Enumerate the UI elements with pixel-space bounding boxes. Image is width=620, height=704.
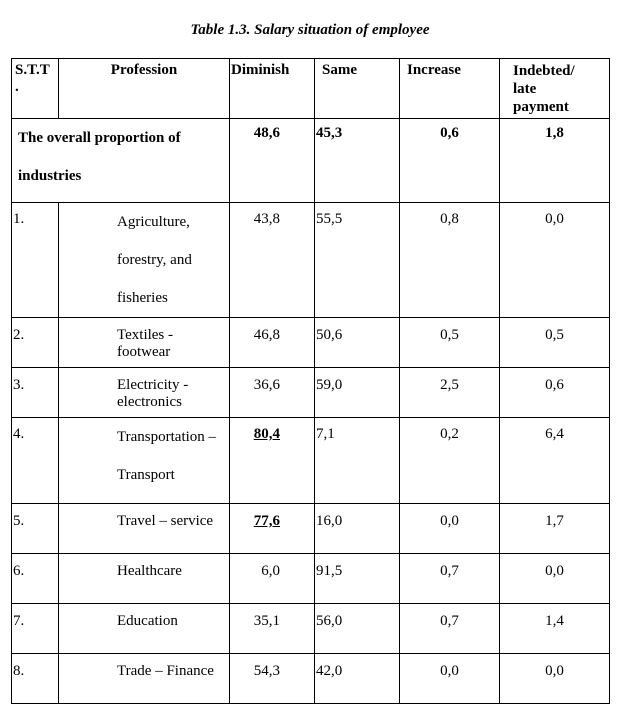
row-same: 50,6 (315, 318, 400, 368)
table-row (12, 318, 610, 368)
row-increase: 0,0 (400, 654, 500, 704)
row-increase: 0,7 (400, 604, 500, 654)
row-profession: Agriculture, forestry, and fisheries (59, 203, 230, 318)
row-increase: 0,7 (400, 554, 500, 604)
row-increase: 0,8 (400, 203, 500, 318)
header-row (12, 59, 610, 119)
row-same: 91,5 (315, 554, 400, 604)
row-diminish (230, 418, 315, 504)
row-diminish: 6,0 (230, 554, 315, 604)
row-diminish: 36,6 (230, 368, 315, 418)
row-increase: 0,0 (400, 504, 500, 554)
overall-same: 45,3 (315, 119, 400, 203)
row-stt: 6. (12, 554, 59, 604)
row-indebted: 6,4 (500, 418, 610, 504)
row-same: 55,5 (315, 203, 400, 318)
row-same: 16,0 (315, 504, 400, 554)
table-row (12, 368, 610, 418)
overall-indebted: 1,8 (500, 119, 610, 203)
row-profession: Electricity - electronics (59, 368, 230, 418)
row-stt: 2. (12, 318, 59, 368)
row-same: 42,0 (315, 654, 400, 704)
row-stt: 8. (12, 654, 59, 704)
row-stt: 1. (12, 203, 59, 318)
table-row (12, 504, 610, 554)
table-row (12, 654, 610, 704)
row-indebted: 0,0 (500, 203, 610, 318)
overall-label: The overall proportion of industries (12, 119, 230, 203)
table-row (12, 604, 610, 654)
row-increase: 0,2 (400, 418, 500, 504)
row-stt: 7. (12, 604, 59, 654)
row-stt: 3. (12, 368, 59, 418)
header-increase: Increase (400, 59, 500, 119)
row-stt: 4. (12, 418, 59, 504)
row-diminish: 54,3 (230, 654, 315, 704)
row-indebted: 1,7 (500, 504, 610, 554)
row-profession: Textiles - footwear (59, 318, 230, 368)
table-caption: Table 1.3. Salary situation of employee (190, 22, 430, 38)
row-indebted: 0,5 (500, 318, 610, 368)
row-indebted: 0,6 (500, 368, 610, 418)
table-row (12, 203, 610, 318)
row-indebted: 0,0 (500, 554, 610, 604)
row-profession: Education (59, 604, 230, 654)
row-profession: Trade – Finance (59, 654, 230, 704)
row-profession: Transportation – Transport (59, 418, 230, 504)
overall-diminish: 48,6 (230, 119, 315, 203)
row-profession: Travel – service (59, 504, 230, 554)
row-profession: Healthcare (59, 554, 230, 604)
header-diminish: Diminish (230, 59, 315, 119)
table-row (12, 554, 610, 604)
row-same: 56,0 (315, 604, 400, 654)
row-indebted: 1,4 (500, 604, 610, 654)
row-diminish-highlight: 80,4 (253, 426, 280, 442)
table-row (12, 418, 610, 504)
row-stt: 5. (12, 504, 59, 554)
overall-row (12, 119, 610, 203)
row-diminish (230, 504, 315, 554)
row-increase: 0,5 (400, 318, 500, 368)
row-diminish-highlight: 77,6 (253, 513, 280, 529)
row-indebted: 0,0 (500, 654, 610, 704)
row-diminish: 46,8 (230, 318, 315, 368)
header-indebted: Indebted/ late payment (500, 59, 610, 119)
row-increase: 2,5 (400, 368, 500, 418)
row-same: 7,1 (315, 418, 400, 504)
header-stt: S.T.T . (12, 59, 59, 119)
salary-table (11, 58, 610, 704)
row-diminish: 35,1 (230, 604, 315, 654)
row-same: 59,0 (315, 368, 400, 418)
header-profession: Profession (59, 59, 230, 119)
row-diminish: 43,8 (230, 203, 315, 318)
header-same: Same (315, 59, 400, 119)
overall-increase: 0,6 (400, 119, 500, 203)
